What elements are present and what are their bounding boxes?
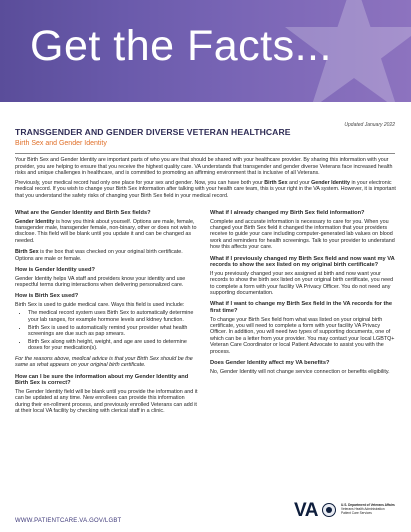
updated-date: Updated January 2022 bbox=[344, 122, 395, 128]
intro-paragraph-2 bbox=[15, 180, 396, 200]
answer-text: is how you think about yourself. Options are male, female, transgender male, transgender female, non-binary, other or does not wish to disclose. This field will be blank until you update it and can be changed as needed. bbox=[15, 218, 197, 244]
question: What if I want to change my Birth Sex field in the VA records for the first time? bbox=[210, 301, 393, 315]
italic-note: For the reasons above, medical advice is that your Birth Sex should be the same as what appears on your original birth certificate. bbox=[15, 355, 193, 369]
answer: If you previously changed your sex assigned at birth and now want your records to show the birth sex listed on your original birth certificate, you need to complete a form with your facility VA Privacy Officer. You do not need any supporting documentation. bbox=[210, 270, 394, 297]
intro-bold: Birth Sex bbox=[264, 179, 288, 186]
question: How can I be sure the information about my Gender Identity and Birth Sex is correct? bbox=[15, 373, 189, 387]
banner-title: Get the Facts... bbox=[30, 22, 332, 70]
department-name: U.S. Department of Veterans Affairs bbox=[341, 503, 395, 507]
answer: To change your Birth Sex field from what was listed on your original birth certificate, you will need to complete a form with your facility VA Privacy Officer. In addition, you will need two types of supporting documents, one of which can be a letter from your provider. You may contact your local LGBTQ+ Veteran Care Coordinator or local Patient Advocate to assist you with the process. bbox=[210, 316, 395, 355]
administration-name: Veterans Health Administration bbox=[341, 507, 385, 511]
question: How is Birth Sex used? bbox=[15, 293, 79, 300]
left-column bbox=[15, 210, 200, 420]
question: What are the Gender Identity and Birth Sex fields? bbox=[15, 210, 151, 216]
department-block bbox=[341, 503, 407, 515]
answer-text: is the box that was checked on your original birth certificate. Options are male or female. bbox=[15, 249, 183, 262]
right-column bbox=[210, 210, 395, 380]
document-title: TRANSGENDER AND GENDER DIVERSE VETERAN HEALTHCARE bbox=[15, 127, 291, 137]
answer bbox=[15, 249, 200, 262]
answer-bold: Gender Identity bbox=[15, 218, 55, 225]
intro-text: in your electronic medical record. If you wish to change your Birth Sex information after talking with your health care team, this is your right in the VA system. However, it is important that you understand the safety risks of changing your Birth Sex field in your medical record. bbox=[15, 179, 396, 199]
intro-bold: Gender Identity bbox=[311, 179, 350, 186]
list-item: • The medical record system uses Birth Sex to automatically determine your lab ranges, for example hormone levels and kidney function. bbox=[28, 310, 200, 323]
answer: No, Gender Identity will not change service connection or benefits eligibility. bbox=[210, 368, 390, 375]
header-banner bbox=[0, 0, 411, 102]
va-seal-icon bbox=[322, 503, 336, 517]
intro-section bbox=[15, 157, 396, 202]
question: What if I already changed my Birth Sex field information? bbox=[210, 210, 365, 216]
answer: Complete and accurate information is necessary to care for you. When you changed your Birth Sex field it changed the information that your providers receive to guide your care including computer-generated lab values on blood work and reminders for health screenings. Talk to your provider to understand how this affects your care. bbox=[210, 218, 395, 251]
list-item: • Birth Sex is used to automatically remind your provider what health screenings are due such as pap smears. bbox=[28, 325, 200, 338]
answer-bold: Birth Sex bbox=[15, 249, 39, 256]
answer bbox=[15, 219, 200, 245]
intro-paragraph-1: Your Birth Sex and Gender Identity are important parts of who you are that should be shared with your healthcare provider. By sharing this information with your provider, you are helping to ensure that you receive the highest quality care. VA understands that transgender and gender diverse Veterans face increased health risks and unique challenges in healthcare, and is committed to promoting an affirming environment that is inclusive of all Veterans. bbox=[15, 157, 393, 176]
office-name: Patient Care Services bbox=[341, 511, 372, 515]
document-subtitle: Birth Sex and Gender Identity bbox=[15, 140, 107, 147]
intro-text: and your bbox=[287, 179, 312, 186]
answer: The Gender Identity field will be blank until you provide the information and it can be updated at any time. New enrollees can provide this information during their en-rollment process, and previously enrolled Veterans can add it at their local VA facility by checking with clerical staff in a clinic. bbox=[15, 388, 198, 415]
question: What if I previously changed my Birth Sex field and now want my VA records to show the sex listed on my original birth certificate? bbox=[210, 255, 395, 269]
answer: Birth Sex is used to guide medical care. Ways this field is used include: bbox=[15, 302, 185, 309]
va-logo: VA bbox=[294, 500, 318, 521]
answer: Gender Identity helps VA staff and providers know your identity and use respectful terms during interactions when delivering personalized care. bbox=[15, 275, 186, 289]
question: Does Gender Identity affect my VA benefits? bbox=[210, 360, 330, 367]
intro-text: Previously, your medical record had only one place for your sex and gender. Now, you can have both your bbox=[15, 179, 265, 186]
bullet-list bbox=[15, 310, 200, 351]
footer-url[interactable]: WWW.PATIENTCARE.VA.GOV/LGBT bbox=[15, 518, 122, 524]
list-item: • Birth Sex along with height, weight, and age are used to determine doses for your medication(s). bbox=[28, 339, 200, 352]
divider bbox=[15, 153, 395, 154]
question: How is Gender Identity used? bbox=[15, 267, 95, 274]
